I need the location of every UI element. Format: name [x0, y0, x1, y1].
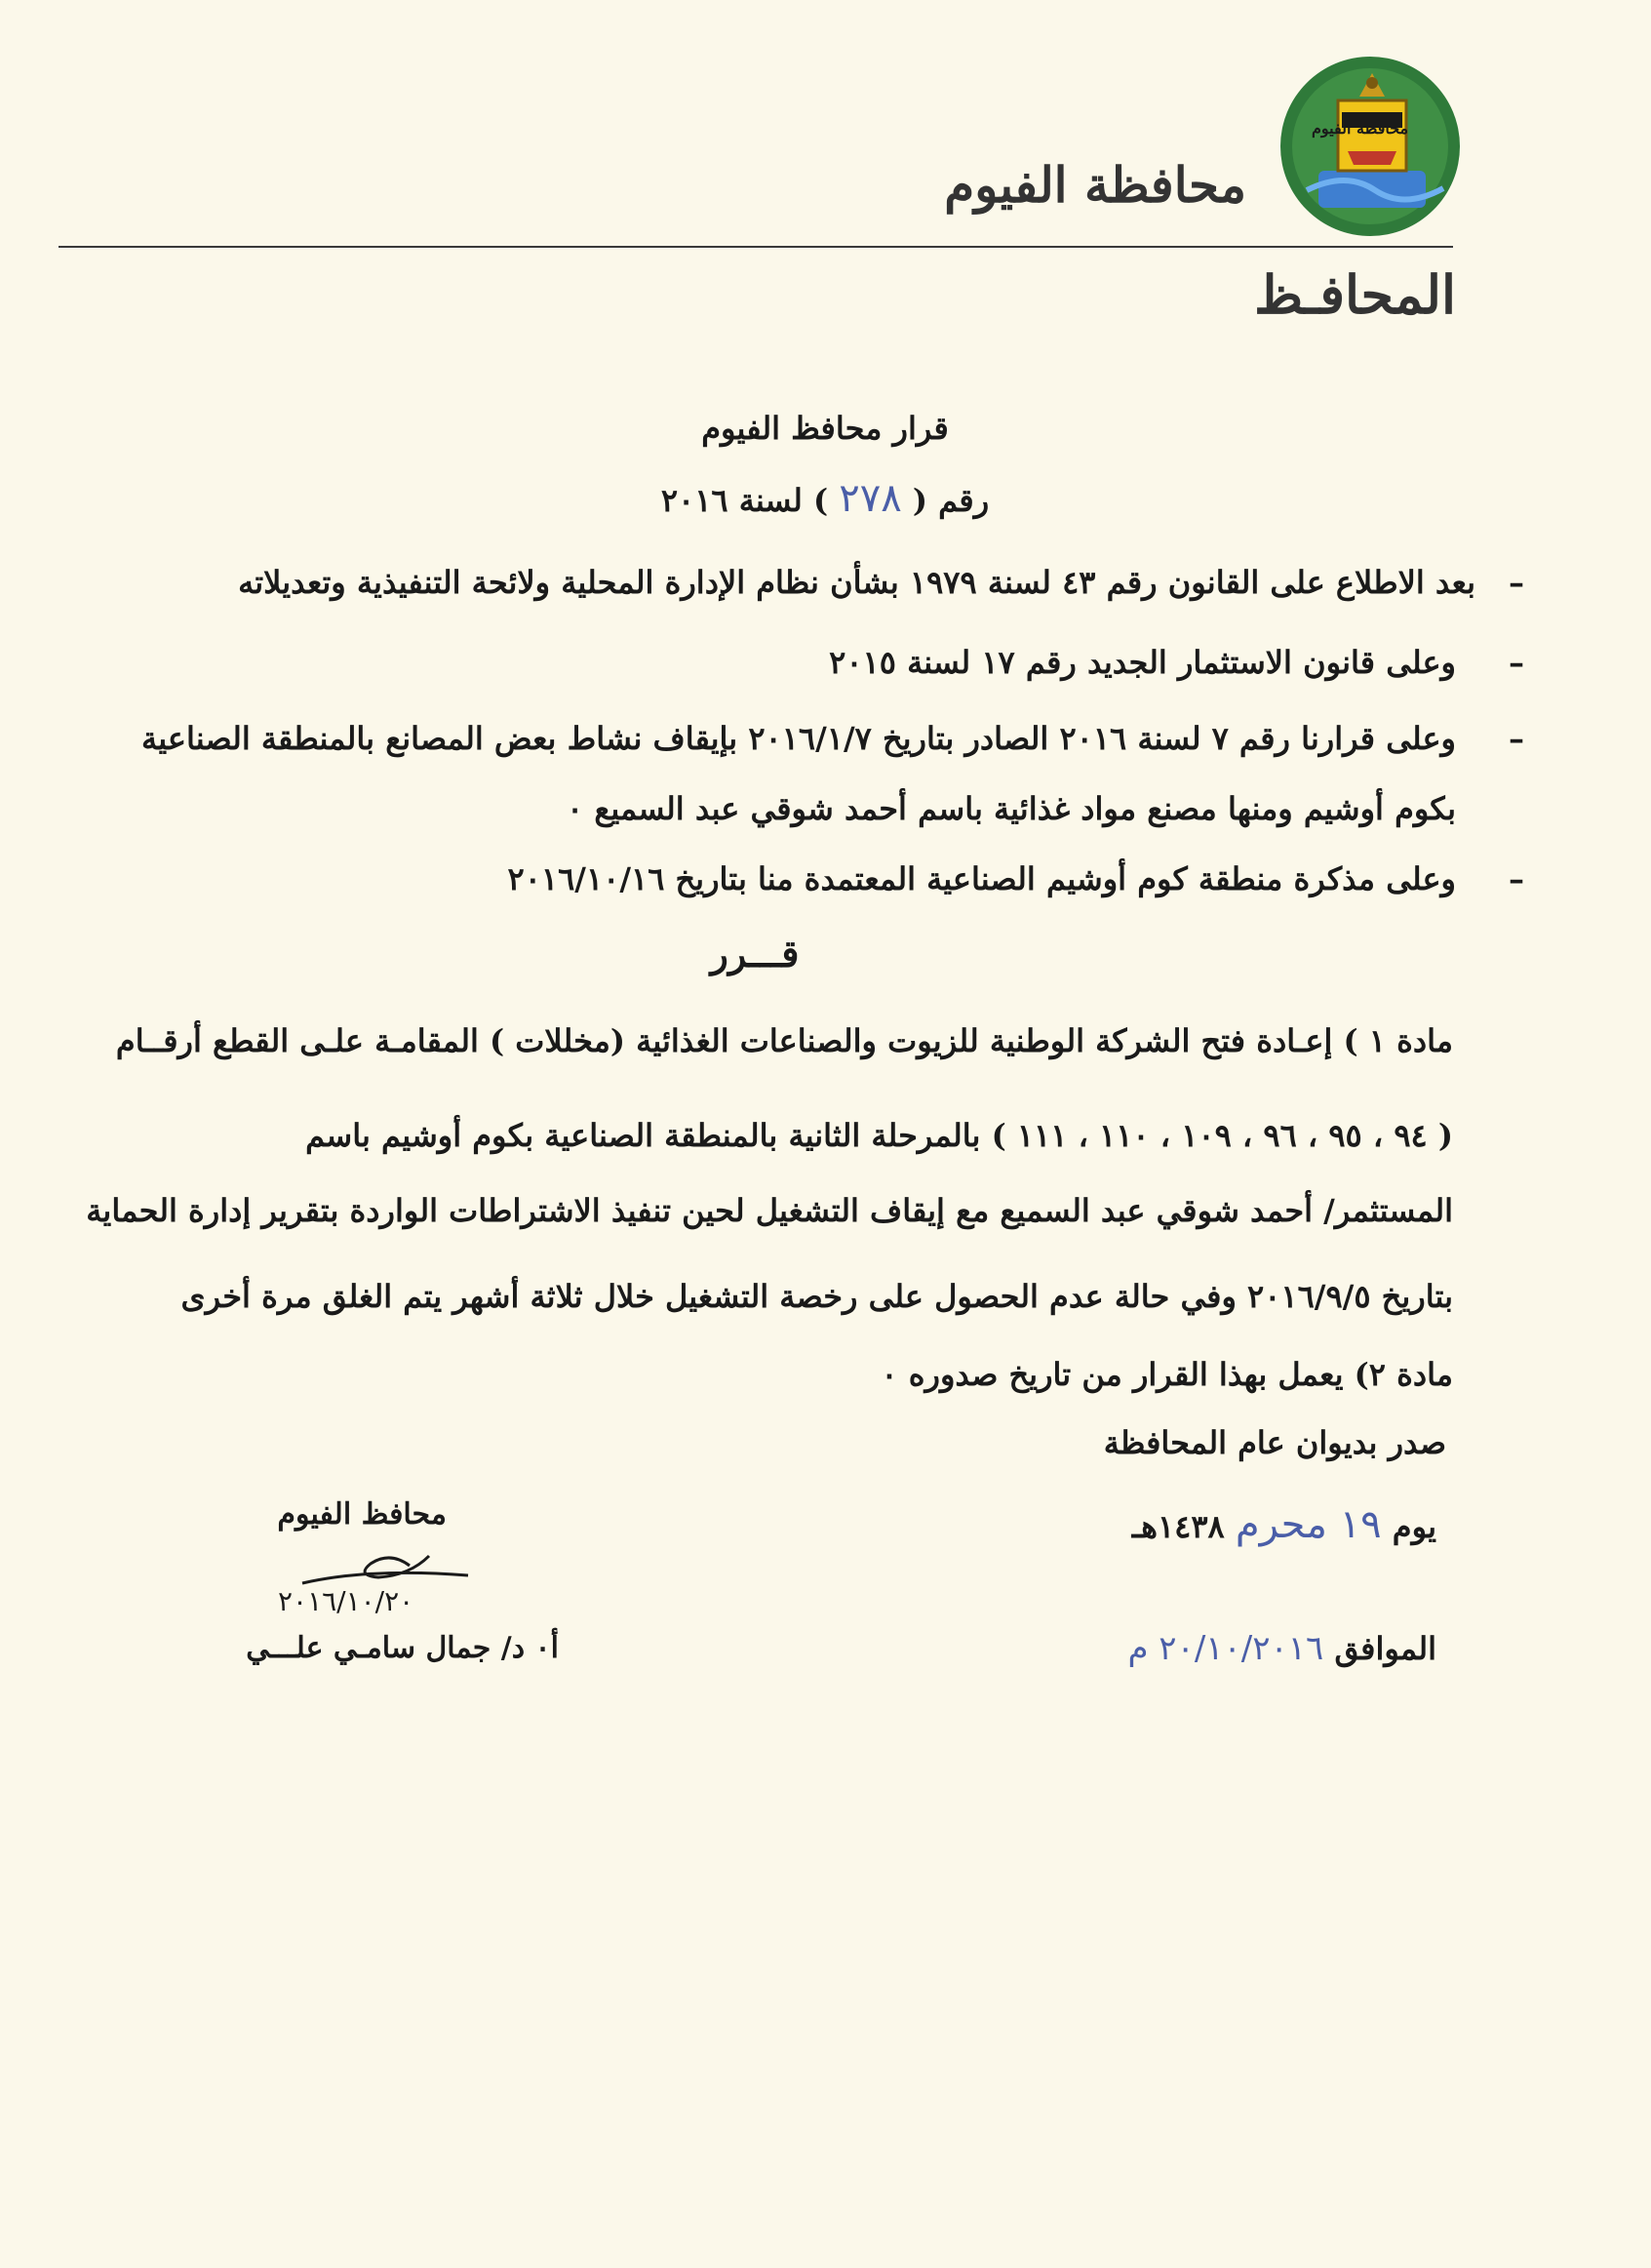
gregorian-date [1127, 1629, 1436, 1668]
gregorian-prefix: الموافق [1334, 1630, 1436, 1667]
recital-4: وعلى مذكرة منطقة كوم أوشيم الصناعية المعتمدة منا بتاريخ ٢٠١٦/١٠/١٦ [507, 860, 1456, 897]
decree-title: قرار محافظ الفيوم [701, 410, 949, 447]
decree-number [661, 476, 989, 521]
hijri-year: ١٤٣٨هـ [1131, 1508, 1225, 1545]
hijri-handwritten: ١٩ محرم [1235, 1502, 1382, 1547]
issued-at: صدر بديوان عام المحافظة [1103, 1424, 1446, 1461]
hijri-date [1132, 1502, 1436, 1547]
bullet-dash: – [1509, 860, 1524, 897]
bullet-dash: – [1509, 720, 1524, 757]
gregorian-rest: /١٠/٢٠١٦ م [1127, 1629, 1324, 1668]
decree-number-prefix: رقم ( [912, 482, 990, 519]
recital-1: بعد الاطلاع على القانون رقم ٤٣ لسنة ١٩٧٩ بشأن نظام الإدارة المحلية ولائحة التنفيذية وتعديلاته [238, 564, 1475, 601]
emblem-caption: محافظة الفيوم [1312, 119, 1409, 138]
decree-number-handwritten: ٢٧٨ [839, 476, 902, 521]
article-line-3: المستثمر/ أحمد شوقي عبد السميع مع إيقاف التشغيل لحين تنفيذ الاشتراطات الواردة بتقرير إدارة الحماية [86, 1192, 1453, 1229]
signatory-title: محافظ الفيوم [277, 1497, 447, 1532]
signatory-name: أ٠ د/ جمال سامـي علـــي [246, 1631, 559, 1665]
decides-heading: قـــرر [710, 932, 800, 975]
governorate-name: محافظة الفيوم [944, 156, 1246, 214]
governorate-emblem [1278, 54, 1463, 239]
office-title: المحافـظ [1254, 263, 1456, 326]
article-line-1: مادة ١ ) إعـادة فتح الشركة الوطنية للزيوت والصناعات الغذائية (مخللات ) المقامـة علـى القطع أرقــام [115, 1022, 1453, 1059]
recital-2: وعلى قانون الاستثمار الجديد رقم ١٧ لسنة ٢٠١٥ [829, 644, 1456, 681]
article-line-2: ( ٩٤ ، ٩٥ ، ٩٦ ، ١٠٩ ، ١١٠ ، ١١١ ) بالمرحلة الثانية بالمنطقة الصناعية بكوم أوشيم باسم [305, 1117, 1453, 1154]
recital-3-cont: بكوم أوشيم ومنها مصنع مواد غذائية باسم أحمد شوقي عبد السميع ٠ [566, 790, 1456, 827]
decree-number-suffix: ) لسنة ٢٠١٦ [660, 482, 829, 519]
hijri-prefix: يوم [1392, 1508, 1436, 1545]
signature-date: ٢٠١٦/١٠/٢٠ [278, 1585, 414, 1617]
header-divider [59, 246, 1453, 248]
gregorian-handwritten-day: ٢٠ [1159, 1629, 1195, 1668]
bullet-dash: – [1509, 564, 1524, 601]
bullet-dash: – [1509, 644, 1524, 681]
article-line-4: بتاريخ ٢٠١٦/٩/٥ وفي حالة عدم الحصول على رخصة التشغيل خلال ثلاثة أشهر يتم الغلق مرة أخرى [180, 1278, 1453, 1315]
recital-3: وعلى قرارنا رقم ٧ لسنة ٢٠١٦ الصادر بتاريخ ٢٠١٦/١/٧ بإيقاف نشاط بعض المصانع بالمنطقة الصناعية [141, 720, 1456, 757]
article-2: مادة ٢) يعمل بهذا القرار من تاريخ صدوره ٠ [881, 1356, 1453, 1393]
